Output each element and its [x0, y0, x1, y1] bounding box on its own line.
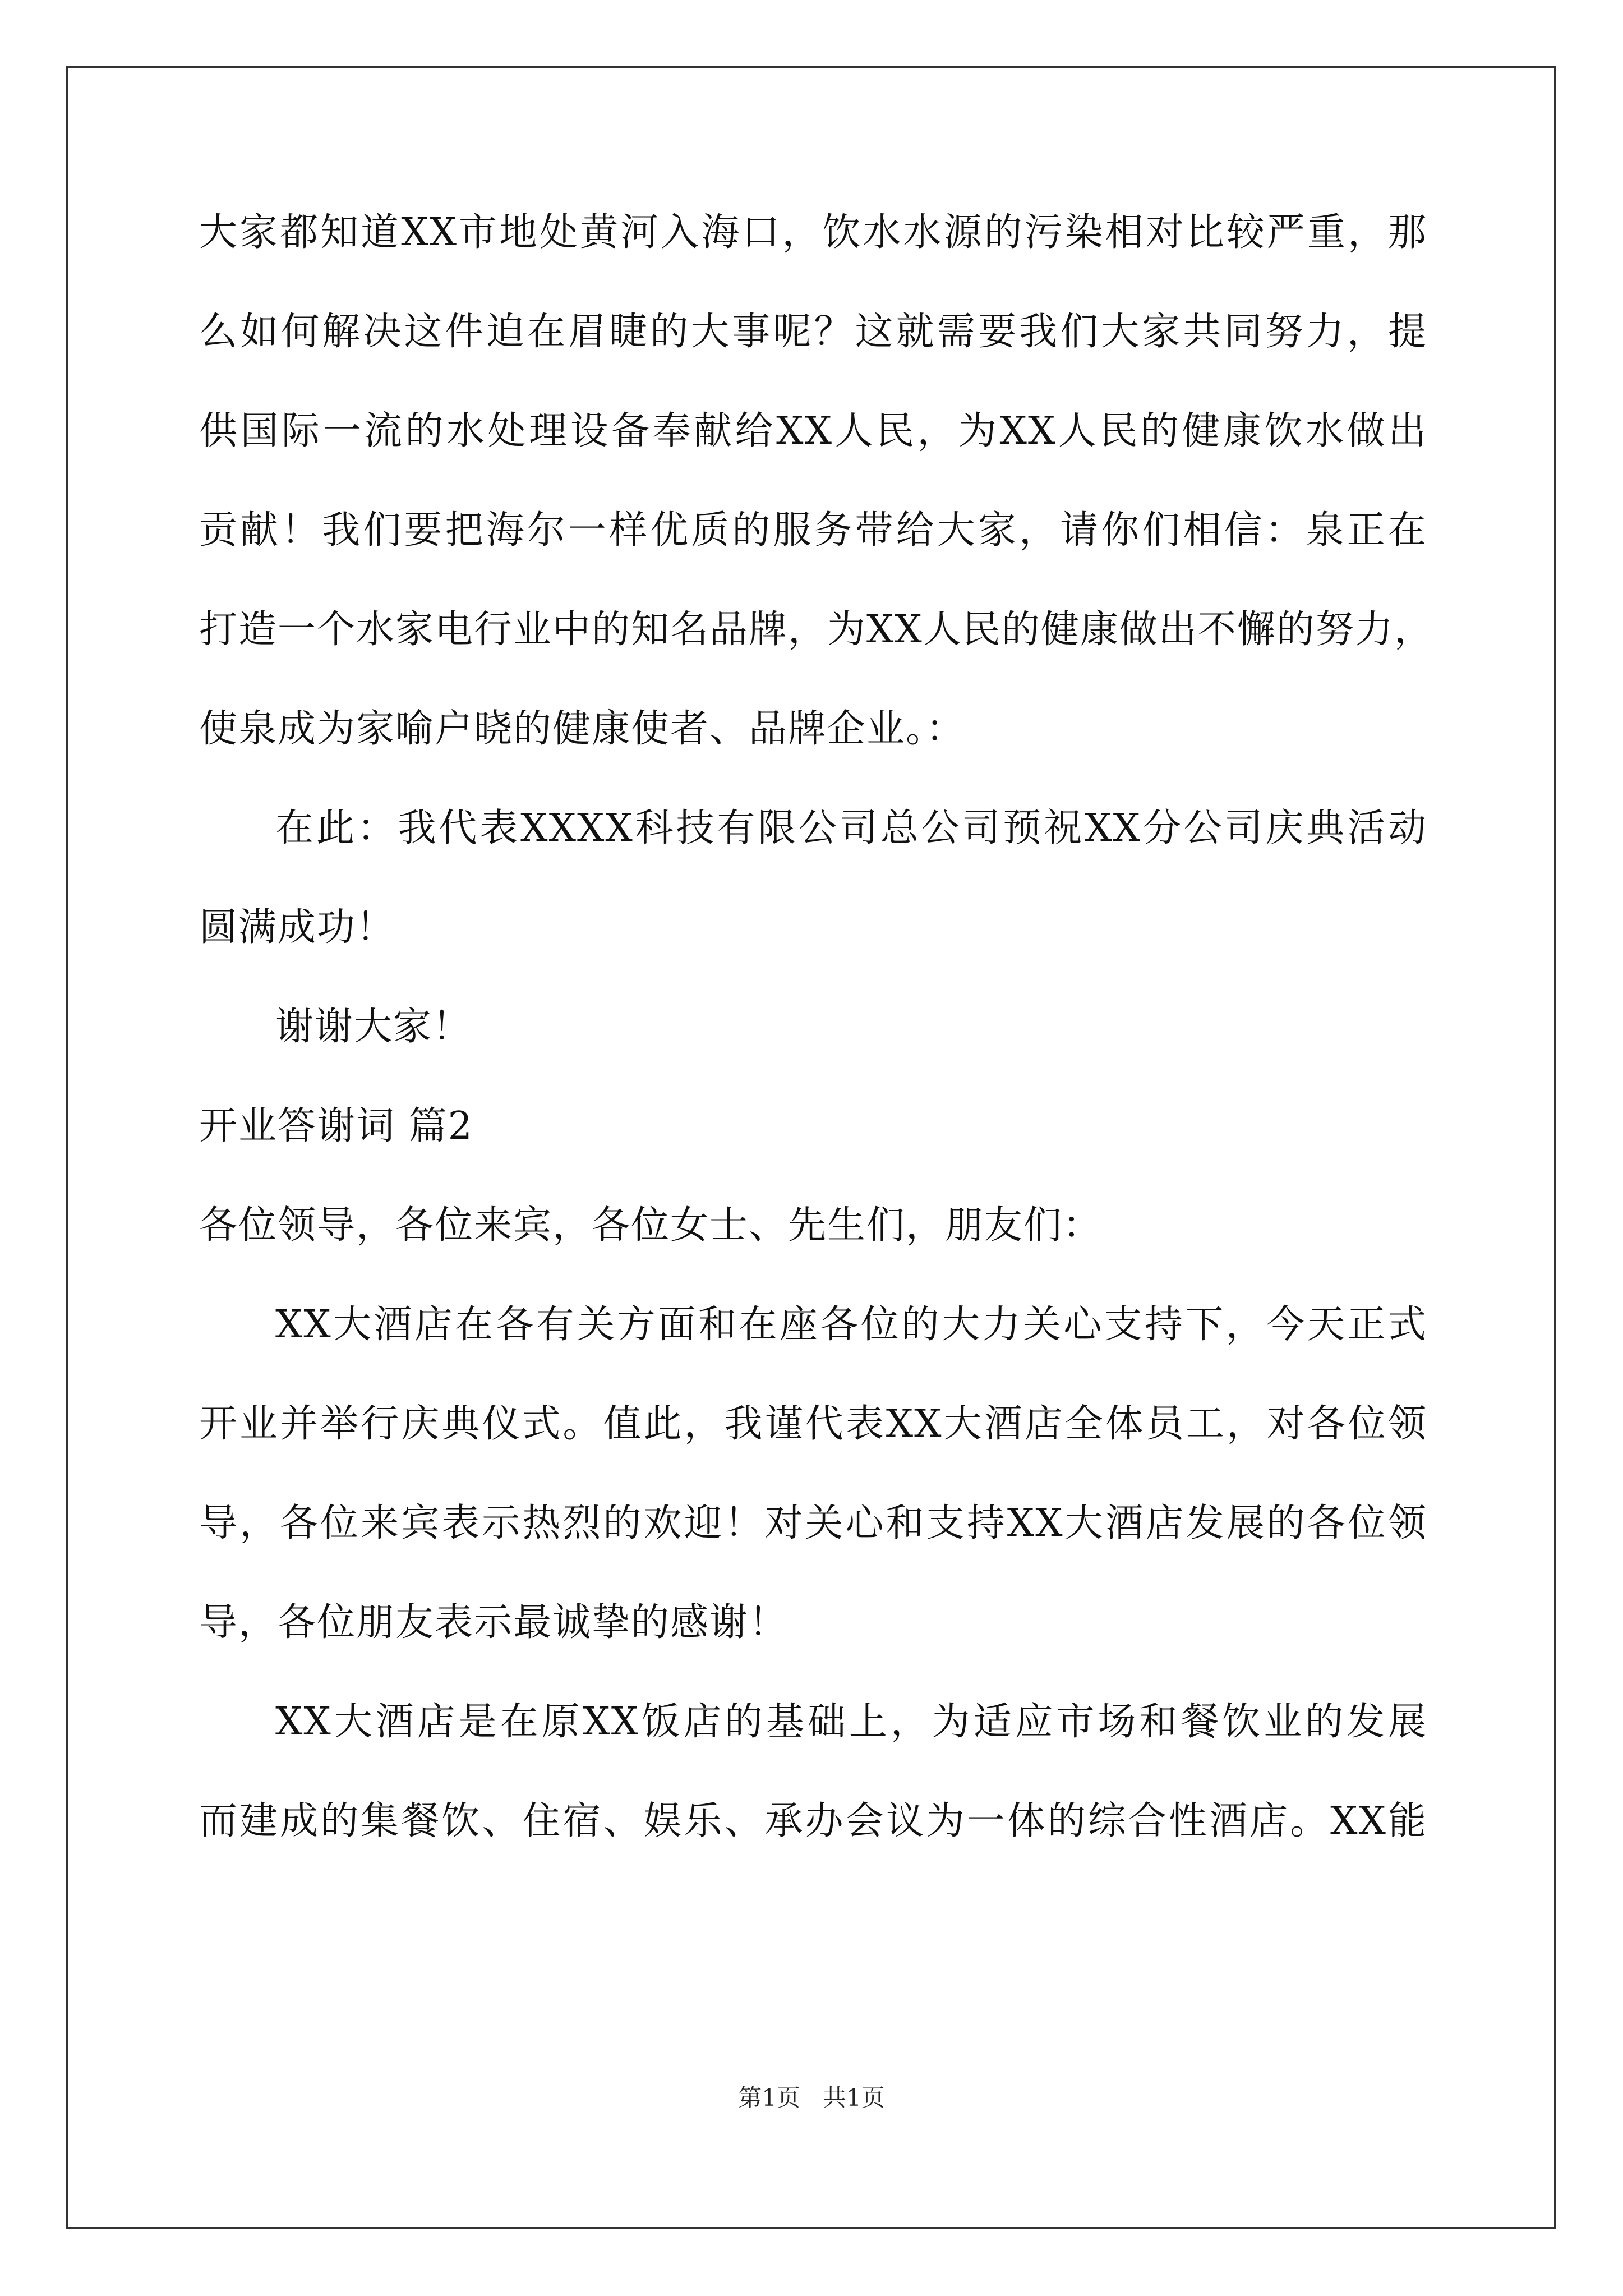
paragraph-line: 打造一个水家电行业中的知名品牌，为XX人民的健康做出不懈的努力，: [199, 608, 1433, 652]
section-heading: 开业答谢词 篇2: [199, 1104, 473, 1148]
paragraph-line: 而建成的集餐饮、住宿、娱乐、承办会议为一体的综合性酒店。XX能: [199, 1799, 1427, 1843]
paragraph-line: 开业并举行庆典仪式。值此，我谨代表XX大酒店全体员工，对各位领: [199, 1402, 1427, 1446]
paragraph-line: 导，各位来宾表示热烈的欢迎！对关心和支持XX大酒店发展的各位领: [199, 1501, 1427, 1545]
paragraph-line: XX大酒店在各有关方面和在座各位的大力关心支持下，今天正式: [275, 1303, 1427, 1347]
paragraph-line: 么如何解决这件迫在眉睫的大事呢？这就需要我们大家共同努力，提: [199, 310, 1427, 354]
paragraph-line: XX大酒店是在原XX饭店的基础上，为适应市场和餐饮业的发展: [275, 1700, 1427, 1744]
paragraph-line: 各位领导，各位来宾，各位女士、先生们，朋友们：: [199, 1203, 1103, 1248]
paragraph-line: 在此：我代表XXXX科技有限公司总公司预祝XX分公司庆典活动: [275, 806, 1427, 850]
paragraph-line: 贡献！我们要把海尔一样优质的服务带给大家，请你们相信：泉正在: [199, 508, 1427, 553]
paragraph-line: 供国际一流的水处理设备奉献给XX人民，为XX人民的健康饮水做出: [199, 409, 1427, 453]
paragraph-line: 圆满成功！: [199, 905, 396, 950]
paragraph-line: 谢谢大家！: [275, 1005, 472, 1049]
paragraph-line: 使泉成为家喻户晓的健康使者、品牌企业。：: [199, 707, 966, 751]
paragraph-line: 大家都知道XX市地处黄河入海口，饮水水源的污染相对比较严重，那: [199, 210, 1427, 255]
page-footer: 第1页 共1页: [738, 2084, 885, 2111]
paragraph-line: 导，各位朋友表示最诚挚的感谢！: [199, 1600, 789, 1645]
